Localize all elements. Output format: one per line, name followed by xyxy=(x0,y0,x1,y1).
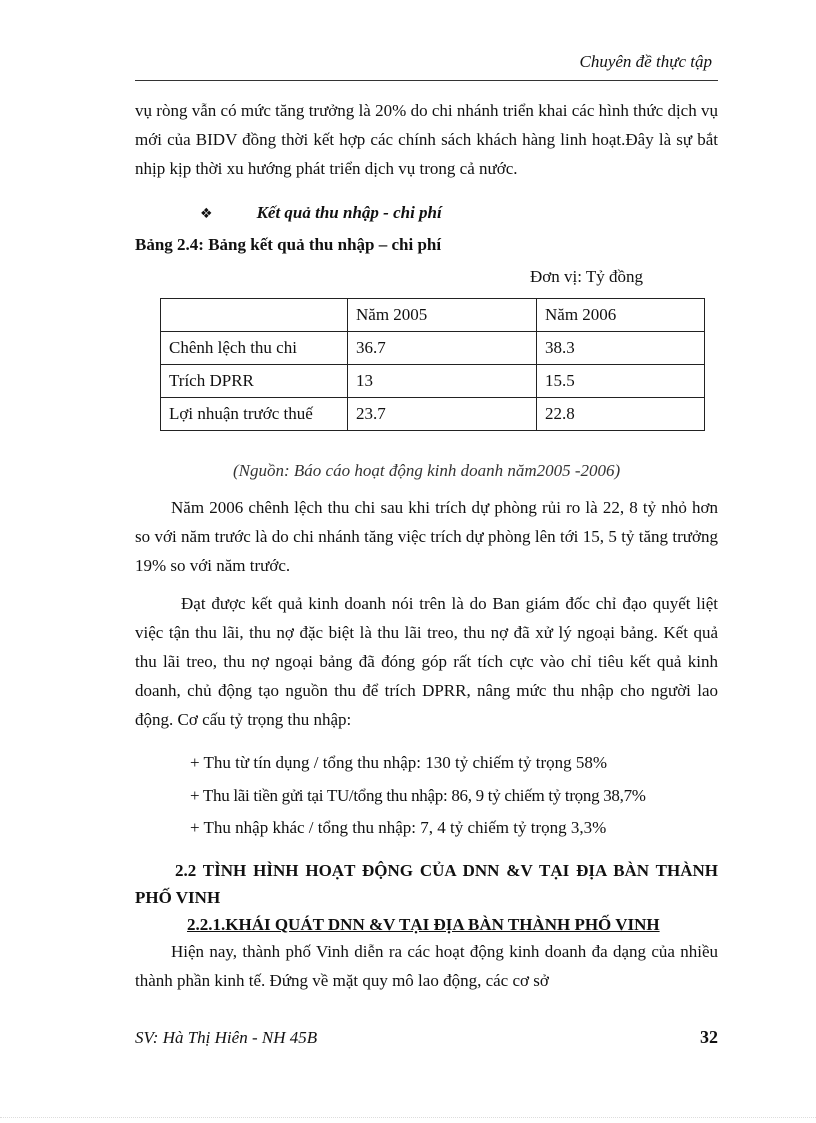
table-cell: 38.3 xyxy=(537,332,705,365)
table-unit: Đơn vị: Tỷ đồng xyxy=(530,267,644,286)
table-cell: 23.7 xyxy=(348,398,537,431)
page-number: 32 xyxy=(700,1027,718,1047)
table-cell: 13 xyxy=(348,365,537,398)
table-source: (Nguồn: Báo cáo hoạt động kinh doanh năm2005 -2006) xyxy=(233,461,621,480)
table-header-row xyxy=(161,299,705,332)
subsection-heading: 2.2.1.KHÁI QUÁT DNN &V TẠI ĐỊA BÀN THÀNH PHỐ VINH xyxy=(187,915,660,934)
income-item: + Thu từ tín dụng / tổng thu nhập: 130 tỷ chiếm tỷ trọng 58% xyxy=(190,753,608,772)
paragraph-3: Đạt được kết quả kinh doanh nói trên là do Ban giám đốc chỉ đạo quyết liệt việc tận thu lãi, thu nợ đặc biệt là thu lãi treo, thu nợ đã xử lý ngoại bảng. Kết quả thu lãi treo, thu nợ ngoại bảng đã đóng góp rất tích cực vào chỉ tiêu kết quả kinh doanh, chủ động tạo nguồn thu để trích DPRR, nâng mức thu nhập cho người lao động. Cơ cấu tỷ trọng thu nhập: xyxy=(135,594,718,729)
table-row xyxy=(161,332,705,365)
diamond-bullet-icon: ❖ xyxy=(200,206,213,222)
bullet-heading xyxy=(200,203,442,223)
table-header-cell: Năm 2006 xyxy=(537,299,705,332)
table-cell: Trích DPRR xyxy=(161,365,348,398)
table-cell: 36.7 xyxy=(348,332,537,365)
bullet-heading-text: Kết quả thu nhập - chi phí xyxy=(256,203,442,222)
paragraph-1: vụ ròng vẫn có mức tăng trưởng là 20% do chi nhánh triển khai các hình thức dịch vụ mới của BIDV đồng thời kết hợp các chính sách khách hàng linh hoạt.Đây là sự bắt nhịp kịp thời xu hướng phát triển dịch vụ trong cả nước. xyxy=(135,101,718,178)
table-cell: 22.8 xyxy=(537,398,705,431)
table-header-cell xyxy=(161,299,348,332)
income-item: + Thu nhập khác / tổng thu nhập: 7, 4 tỷ chiếm tỷ trọng 3,3% xyxy=(190,818,607,837)
income-item: + Thu lãi tiền gửi tại TU/tổng thu nhập: 86, 9 tỷ chiếm tỷ trọng 38,7% xyxy=(190,786,646,805)
table-cell: Chênh lệch thu chi xyxy=(161,332,348,365)
section-heading-text: 2.2 TÌNH HÌNH HOẠT ĐỘNG CỦA DNN &V TẠI ĐỊA BÀN THÀNH PHỐ VINH xyxy=(135,861,718,907)
table-row xyxy=(161,365,705,398)
paragraph-2: Năm 2006 chênh lệch thu chi sau khi trích dự phòng rủi ro là 22, 8 tỷ nhỏ hơn so với năm trước là do chi nhánh tăng việc trích dự phòng lên tới 15, 5 tỷ tăng trưởng 19% so với năm trước. xyxy=(135,498,718,575)
header-rule xyxy=(135,80,718,81)
table-cell: 15.5 xyxy=(537,365,705,398)
income-expense-table xyxy=(160,298,705,431)
table-row xyxy=(161,398,705,431)
table-header-cell: Năm 2005 xyxy=(348,299,537,332)
table-cell: Lợi nhuận trước thuế xyxy=(161,398,348,431)
section-heading xyxy=(135,857,718,911)
page-bottom-divider xyxy=(0,1117,816,1118)
footer-author: SV: Hà Thị Hiên - NH 45B xyxy=(135,1028,318,1047)
table-title: Bảng 2.4: Bảng kết quả thu nhập – chi phí xyxy=(135,235,442,254)
paragraph-4: Hiện nay, thành phố Vinh diễn ra các hoạt động kinh doanh đa dạng của nhiều thành phần kinh tế. Đứng về mặt quy mô lao động, các cơ sở xyxy=(135,942,718,990)
header-title: Chuyên đề thực tập xyxy=(579,52,712,71)
